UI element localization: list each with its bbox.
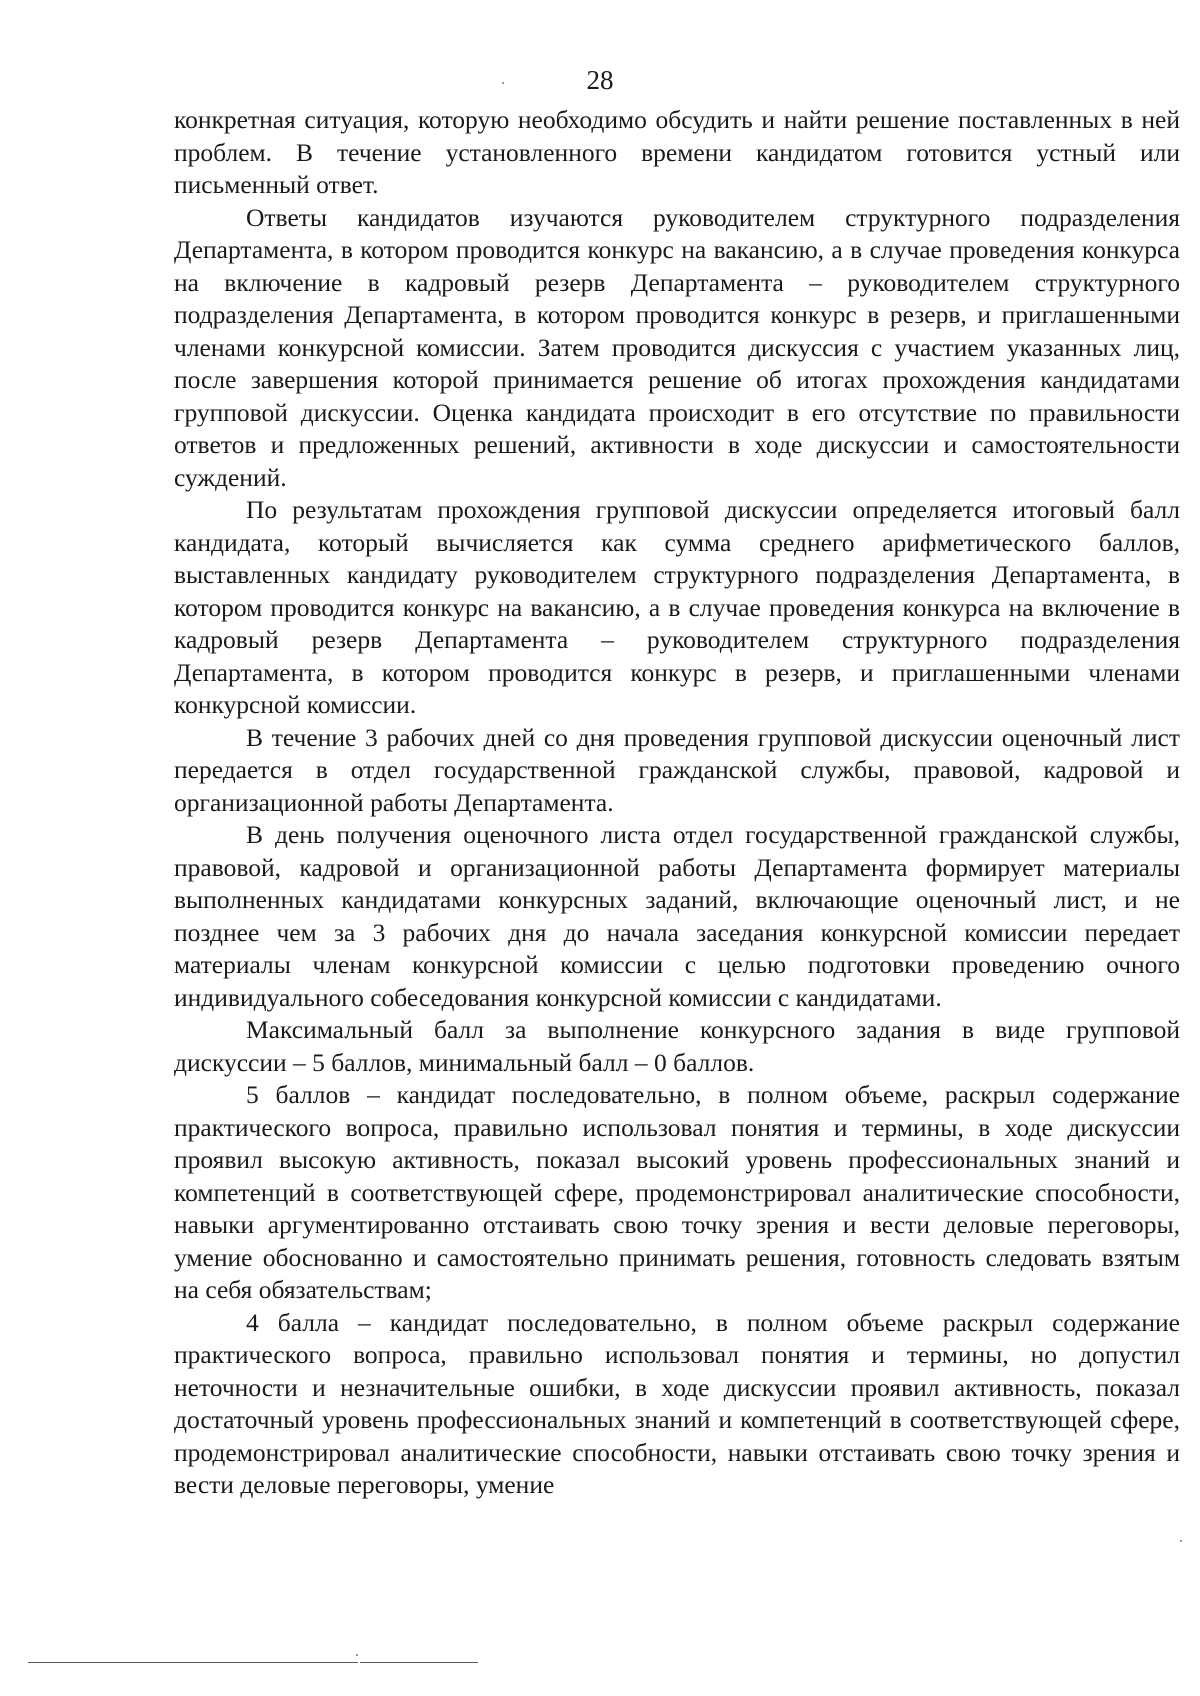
- footer-rule: [360, 1662, 478, 1663]
- scan-speck: [1180, 1540, 1182, 1542]
- paragraph: конкретная ситуация, которую необходимо обсудить и найти решение поставленных в ней проблем. В течение установленного времени кандидатом готовится устный или письменный ответ.: [174, 105, 1180, 199]
- paragraph: В течение 3 рабочих дней со дня проведения групповой дискуссии оценочный лист передается в отдел государственной гражданской службы, правовой, кадровой и организационной работы Департамента.: [174, 722, 1180, 817]
- scan-speck: [502, 82, 504, 84]
- paragraph: Ответы кандидатов изучаются руководителем структурного подразделения Департамента, в котором проводится конкурс на вакансию, а в случае проведения конкурса на включение в кадровый резерв Департамента – руководителем структурного подразделения Департамента, в котором проводится конкурс в резерв, и приглашенными членами конкурсной комиссии. Затем проводится дискуссия с участием указанных лиц, после завершения которой принимается решение об итогах прохождения кандидатами групповой дискуссии. Оценка кандидата происходит в его отсутствие по правильности ответов и предложенных решений, активности в ходе дискуссии и самостоятельности суждений.: [174, 202, 1180, 492]
- scan-speck: [356, 1654, 358, 1656]
- page-number: 28: [586, 65, 614, 95]
- paragraph: По результатам прохождения групповой дискуссии определяется итоговый балл кандидата, который вычисляется как сумма среднего арифметического баллов, выставленных кандидату руководителем структурного подразделения Департамента, в котором проводится конкурс на вакансию, а в случае проведения конкурса на включение в кадровый резерв Департамента – руководителем структурного подразделения Департамента, в котором проводится конкурс в резерв, и приглашенными членами конкурсной комиссии.: [174, 495, 1180, 719]
- paragraph: Максимальный балл за выполнение конкурсного задания в виде групповой дискуссии – 5 баллов, минимальный балл – 0 баллов.: [174, 1015, 1180, 1077]
- document-body: [174, 104, 1180, 1502]
- paragraph: 4 балла – кандидат последовательно, в полном объеме раскрыл содержание практического вопроса, правильно использовал понятия и термины, но допустил неточности и незначительные ошибки, в ходе дискуссии проявил активность, показал достаточный уровень профессиональных знаний и компетенций в соответствующей сфере, продемонстрировал аналитические способности, навыки отстаивать свою точку зрения и вести деловые переговоры, умение: [174, 1307, 1180, 1499]
- paragraph: В день получения оценочного листа отдел государственной гражданской службы, правовой, кадровой и организационной работы Департамента формирует материалы выполненных кандидатами конкурсных заданий, включающие оценочный лист, и не позднее чем за 3 рабочих дня до начала заседания конкурсной комиссии передает материалы членам конкурсной комиссии с целью подготовки проведению очного индивидуального собеседования конкурсной комиссии с кандидатами.: [174, 820, 1180, 1012]
- paragraph: 5 баллов – кандидат последовательно, в полном объеме, раскрыл содержание практического вопроса, правильно использовал понятия и термины, в ходе дискуссии проявил высокую активность, показал высокий уровень профессиональных знаний и компетенций в соответствующей сфере, продемонстрировал аналитические способности, навыки аргументированно отстаивать свою точку зрения и вести деловые переговоры, умение обоснованно и самостоятельно принимать решения, готовность следовать взятым на себя обязательствам;: [174, 1080, 1180, 1304]
- footer-rule: [28, 1662, 358, 1663]
